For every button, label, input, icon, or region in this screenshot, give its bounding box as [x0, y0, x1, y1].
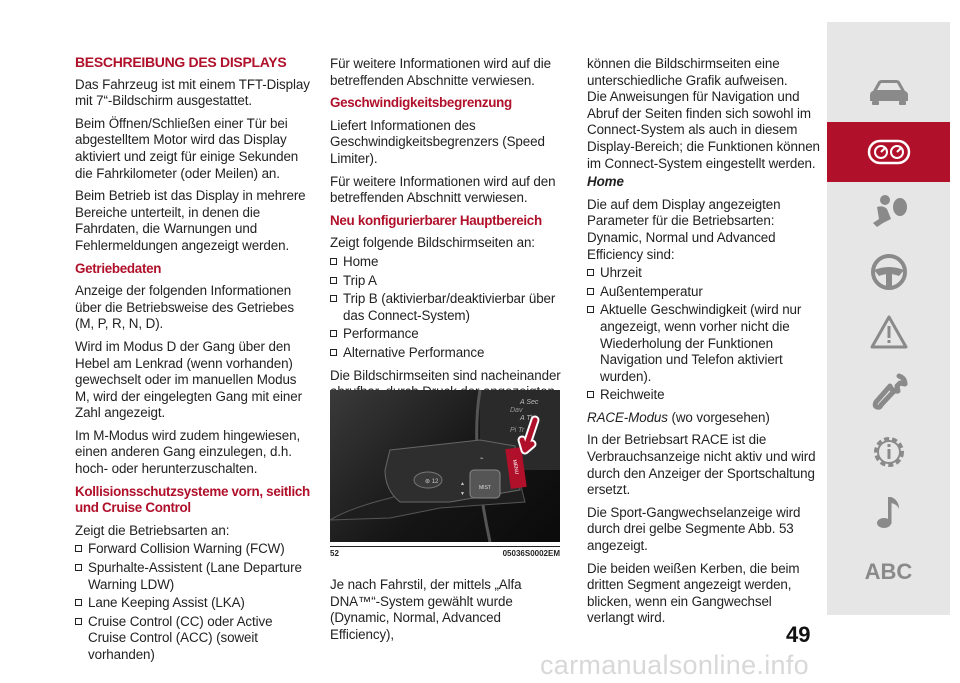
mist-label: MIST	[479, 485, 491, 491]
figure-caption	[330, 546, 560, 558]
list-item: Cruise Control (CC) oder Active Cruise Control (ACC) (soweit vorhanden)	[75, 614, 310, 664]
bg-text: Dav	[510, 407, 523, 414]
steering-stalk-illustration	[330, 390, 560, 542]
page-number: 49	[786, 622, 811, 647]
checkbox-bullet-icon	[587, 391, 594, 398]
checkbox-bullet-icon	[330, 349, 337, 356]
bullet-list	[75, 541, 310, 663]
figure-number: 52	[330, 549, 339, 558]
list-item: Reichweite	[587, 387, 822, 404]
list-item: Trip B (aktivierbar/deaktivierbar über das Connect-System)	[330, 291, 565, 324]
list-item: Uhrzeit	[587, 265, 822, 282]
list-item: Trip A	[330, 273, 565, 290]
paragraph: In der Betriebsart RACE ist die Verbrauchsanzeige nicht aktiv und wird durch den Anzeiger der Sportschaltung ersetzt.	[587, 432, 816, 498]
list-item: Außentemperatur	[587, 284, 822, 301]
paragraph: Für weitere Informationen wird auf die betreffenden Abschnitte verwiesen.	[330, 56, 551, 88]
list-item: Lane Keeping Assist (LKA)	[75, 595, 310, 612]
sidebar-item-technical-data[interactable]	[827, 422, 950, 482]
checkbox-bullet-icon	[587, 288, 594, 295]
menu-label: MENU	[511, 459, 520, 475]
paragraph: Die auf dem Display angezeigten Parameter für die Betriebsarten: Dynamic, Normal und Advanced Efficiency sind:	[587, 196, 781, 262]
sidebar-item-index[interactable]	[827, 542, 950, 602]
subheading-home: Home	[587, 174, 624, 190]
checkbox-bullet-icon	[587, 269, 594, 276]
list-item: Forward Collision Warning (FCW)	[75, 541, 310, 558]
column-2-continued	[330, 577, 565, 649]
list-item: Spurhalte-Assistent (Lane Departure Warning LDW)	[75, 560, 310, 593]
bg-text: Pi Tr	[510, 427, 525, 434]
sidebar-item-instruments[interactable]	[827, 122, 950, 182]
bg-text: A Sec	[520, 399, 539, 406]
sidebar-item-emergency[interactable]	[827, 302, 950, 362]
subheading-kollisionsschutz: Kollisionsschutzsysteme vorn, seitlich und Cruise Control	[75, 483, 310, 516]
section-heading: BESCHREIBUNG DES DISPLAYS	[75, 54, 287, 70]
sidebar-item-driving[interactable]	[827, 242, 950, 302]
warning-triangle-icon	[869, 314, 909, 350]
column-1	[75, 56, 310, 670]
car-icon	[867, 77, 911, 107]
sidebar-item-maintenance[interactable]	[827, 362, 950, 422]
paragraph: Wird im Modus D der Gang über den Hebel am Lenkrad (wenn vorhanden) gewechselt oder im manuellen Modus M, wird der eingelegten Gang mit einer Zahl angezeigt.	[75, 338, 302, 421]
paragraph: Die Bildschirmseiten sind nacheinander	[330, 367, 561, 383]
sidebar-item-vehicle[interactable]	[827, 62, 950, 122]
paragraph: können die Bildschirmseiten eine unterschiedliche Grafik aufweisen.	[587, 56, 788, 88]
watermark: carmanualsonline.info	[540, 650, 809, 680]
wrench-icon	[869, 372, 909, 412]
sidebar-item-multimedia[interactable]	[827, 482, 950, 542]
column-3	[587, 56, 822, 633]
list-item: Alternative Performance	[330, 345, 565, 362]
paragraph: RACE-Modus (wo vorgesehen)	[587, 409, 770, 425]
list-item: Aktuelle Geschwindigkeit (wird nur angezeigt, wenn vorher nicht die Wiederholung der Funktionen Navigation und Telefon aktiviert wurden).	[587, 302, 822, 385]
svg-text:▲: ▲	[460, 481, 465, 487]
svg-text:▼: ▼	[460, 491, 465, 497]
paragraph: Für weitere Informationen wird auf den betreffenden Abschnitt verwiesen.	[330, 173, 556, 206]
music-note-icon	[873, 492, 905, 532]
figure-52	[330, 390, 560, 562]
subheading-getriebedaten: Getriebedaten	[75, 260, 162, 276]
svg-text:⌁: ⌁	[480, 456, 484, 462]
paragraph: Beim Öffnen/Schließen einer Tür bei abgestelltem Motor wird das Display aktiviert und zeigt für einige Sekunden die Fahrkilometer (oder Meilen) an.	[75, 115, 299, 181]
checkbox-bullet-icon	[75, 618, 82, 625]
chapter-sidebar	[827, 22, 950, 615]
checkbox-bullet-icon	[75, 599, 82, 606]
bg-text: A Th	[520, 415, 535, 422]
bullet-list	[587, 265, 822, 404]
subheading-hauptbereich: Neu konfigurierbarer Hauptbereich	[330, 212, 542, 228]
steering-wheel-icon	[869, 252, 909, 292]
airbag-passenger-icon	[869, 193, 909, 231]
list-item: Performance	[330, 326, 565, 343]
checkbox-bullet-icon	[330, 258, 337, 265]
list-item: Home	[330, 254, 565, 271]
figure-code: 05036S0002EM	[502, 549, 560, 558]
svg-text:⊛ 12: ⊛ 12	[425, 479, 439, 485]
bullet-list	[330, 254, 565, 362]
column-2	[330, 56, 565, 423]
paragraph: Beim Betrieb ist das Display in mehrere Bereiche unterteilt, in denen die Fahrdaten, die Warnungen und Fehlermeldungen angezeigt werden.	[75, 188, 306, 253]
abc-index-label: ABC	[864, 559, 913, 584]
checkbox-bullet-icon	[330, 277, 337, 284]
checkbox-bullet-icon	[330, 295, 337, 302]
paragraph: Je nach Fahrstil, der mittels „Alfa DNA™“-System gewählt wurde (Dynamic, Normal, Advanced Efficiency),	[330, 577, 522, 642]
figure-image	[330, 390, 560, 542]
checkbox-bullet-icon	[330, 330, 337, 337]
subheading-geschwindigkeitsbegrenzung: Geschwindigkeitsbegrenzung	[330, 95, 512, 111]
paragraph: Die Anweisungen für Navigation und Abruf der Seiten finden sich sowohl im Connect-System als auch in diesem Display-Bereich; die Funktionen können im Connect-System eingestellt werden.	[587, 89, 820, 171]
paragraph: Im M-Modus wird zudem hingewiesen, einen anderen Gang einzulegen, d.h. hoch- oder herunterzuschalten.	[75, 427, 301, 477]
info-gear-icon	[869, 432, 909, 472]
sidebar-item-safety[interactable]	[827, 182, 950, 242]
paragraph: Zeigt folgende Bildschirmseiten an:	[330, 235, 535, 251]
paragraph: Liefert Informationen des Geschwindigkeitsbegrenzers (Speed Limiter).	[330, 117, 545, 166]
dashboard-gauges-icon	[866, 138, 912, 166]
checkbox-bullet-icon	[587, 306, 594, 313]
paragraph: Anzeige der folgenden Informationen über die Betriebsweise des Getriebes (M, P, R, N, D).	[75, 283, 294, 332]
paragraph: Das Fahrzeug ist mit einem TFT-Display mit 7“-Bildschirm ausgestattet.	[75, 76, 310, 109]
checkbox-bullet-icon	[75, 564, 82, 571]
paragraph: Zeigt die Betriebsarten an:	[75, 522, 230, 538]
race-mode-label: RACE-Modus	[587, 409, 668, 425]
paragraph: Die Sport-Gangwechselanzeige wird durch drei gelbe Segmente Abb. 53 angezeigt.	[587, 504, 801, 554]
paragraph: Die beiden weißen Kerben, die beim dritten Segment angezeigt werden, blicken, wenn ein Gangwechsel verlangt wird.	[587, 560, 800, 626]
checkbox-bullet-icon	[75, 545, 82, 552]
